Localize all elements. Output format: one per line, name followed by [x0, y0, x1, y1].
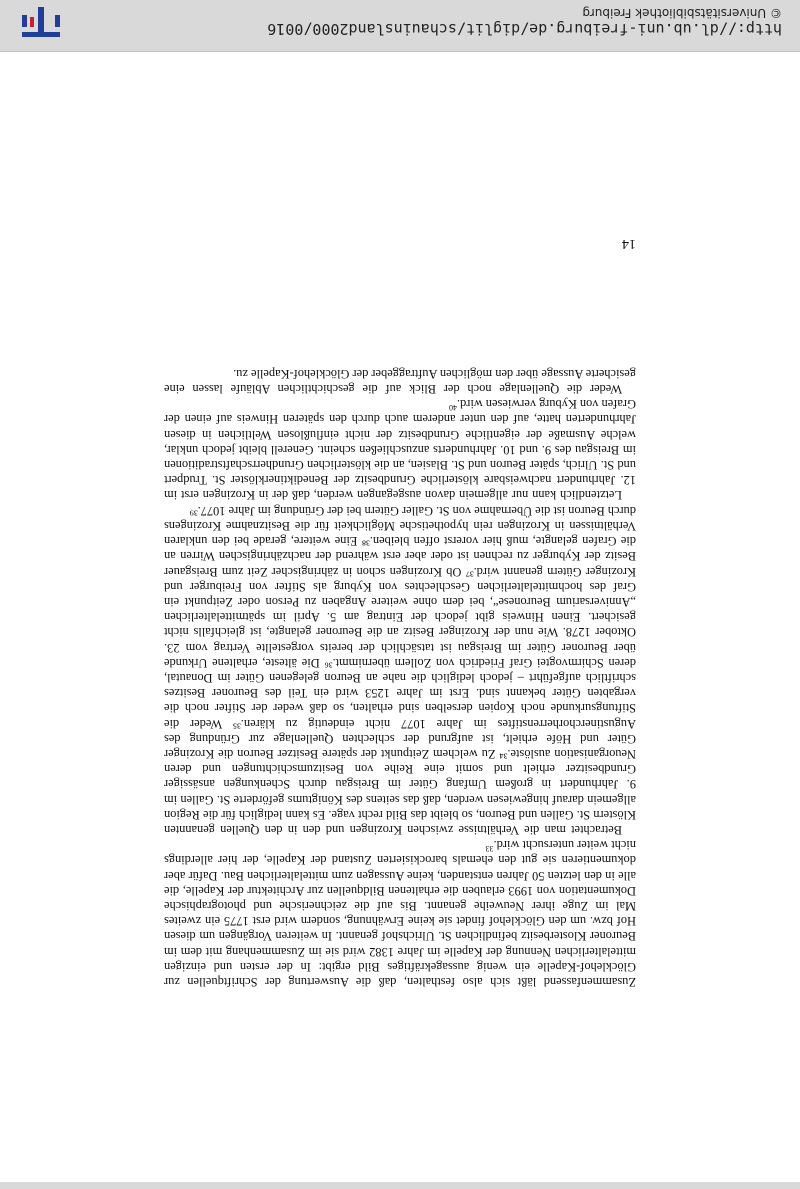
- footnote-marker-40: 40: [448, 403, 457, 413]
- footer-bar: [0, 0, 800, 52]
- footnote-marker-33: 33: [485, 844, 494, 854]
- paragraph-1-text: Zusammenfassend läßt sich also festhalten, daß die Auswertung der Schriftquellen zur Glöcklehof-Kapelle ein wenig aussagekräftiges Bild ergibt: In der ersten und einzigen mittelalterlichen Nennung der Kapelle im Jahre 1382 wird sie im Zusammenhang mit dem im Beuroner Klosterbesitz befindlichen St. Ulrichshof genannt. In weiteren Vorgängen um diesen Hof bzw. um den Glöcklehof findet sie keine Erwähnung, sondern wird erst 1775 ein zweites Mal im Zuge ihrer Neuweihe genannt. Bis auf die zeichnerische und photographische Dokumentation von 1993 erlauben die erhaltenen Bildquellen zur Architektur der Kapelle, die alle in den letzten 50 Jahren entstanden, keine Aussagen zum mittelalterlichen Bau. Dafür aber dokumentieren sie gut den ehemals barockisierten Zustand der Kapelle, der hier allerdings nicht weiter untersucht wird.: [164, 838, 636, 989]
- paragraph-3-text: Letztendlich kann nur allgemein davon ausgegangen werden, daß der in Krozingen erst im 12. Jahrhundert nachweisbare klösterliche Grundbesitz der Benediktinerklöster St. Trudpert und St. Ulrich, später Beuron und St. Blasien, an die klösterlichen Grundherrschaftstraditionen im Breisgau des 9. und 10. Jahrhunderts anzuschließen scheint. Generell bleibt jedoch unklar, welche Ausmaße der eigentliche Grundbesitz der nicht einflußlosen Weltlichen in diesen Jahrhunderten hatte, auf den unter anderem auch durch den späteren Hinweis auf einen der Grafen von Kyburg verwiesen wird.: [164, 397, 636, 503]
- paragraph-2: [164, 503, 636, 837]
- paragraph-4-text: Weder die Quellenlage noch der Blick auf die geschichtlichen Abläufe lassen eine gesicherte Aussage über den möglichen Auftraggeber der Glöcklehof-Kapelle zu.: [164, 366, 636, 397]
- footer-copyright: © Universitätsbibliothek Freiburg: [582, 6, 782, 20]
- paragraph-4: [164, 366, 636, 396]
- top-edge-strip: [0, 1182, 800, 1189]
- paragraph-3: [164, 396, 636, 502]
- page-number: 14: [622, 236, 636, 251]
- paragraph-2-text: Betrachtet man die Verhältnisse zwischen Krozingen und den in den Quellen genannten Klöstern St. Gallen und Beuron, so bleibt das Bild recht vage. Es kann lediglich für die Region allgemein darauf hingewiesen werden, daß das seitens des Königtums geförderte St. Gallen im 9. Jahrhundert in großem Umfang Güter im Breisgau durch Schenkungen ansässiger Grundbesitzer erhielt und somit eine Reihe von Besitzumschichtungen und deren Neuorganisation auslöste.³⁴ Zu welchem Zeitpunkt der spätere Besitzer Beuron die Krozinger Güter und Höfe erhielt, ist aufgrund der schlechten Quellenlage zur Gründung des Augustinerchorherrenstiftes im Jahre 1077 nicht eindeutig zu klären.³⁵ Weder die Stiftungsurkunde noch Kopien derselben sind erhalten, so daß weder der Stifter noch die vergabten Güter bekannt sind. Erst im Jahre 1253 wird ein Teil des Beuroner Besitzes schriftlich aufgeführt – jedoch lediglich die nahe an Beuron gelegenen Güter im Donautal, deren Schirmvogtei Graf Friedrich von Zollern übernimmt.³⁶ Die älteste, erhaltene Urkunde über Beuroner Güter im Breisgau ist tatsächlich der bereits vorgestellte Vertrag vom 23. Oktober 1278. Wie nun der Krozinger Besitz an die Beuroner gelangte, ist gleichfalls nicht gesichert. Einen Hinweis gibt jedoch der Eintrag am 5. April im spätmittelalterlichen „Anniversarium Beuronese“, bei dem ohne weitere Angaben zu Person oder Zeitpunkt ein Graf des hochmittelalterlichen Geschlechtes von Kyburg als Stifter von Freiburger und Krozinger Gütern genannt wird.³⁷ Ob Krozingen schon in zähringischer Zeit zum Breisgauer Besitz der Kyburger zu rechnen ist oder aber erst während der nachzähringischen Wirren an die Grafen gelangte, muß hier vorerst offen bleiben.³⁸ Eine weitere, gerade bei den unklaren Verhältnissen in Krozingen rein hypothetische Möglichkeit für die Besitznahme Krozingens durch Beuron ist die Übernahme von St. Galler Gütern bei der Gründung im Jahre 1077.³⁹: [164, 503, 636, 837]
- page-body: [164, 366, 636, 989]
- footer-url-link[interactable]: http://dl.ub.uni-freiburg.de/diglit/schauinsland2000/0016: [267, 20, 782, 38]
- library-logo-icon: [14, 5, 68, 41]
- paragraph-1: [164, 837, 636, 989]
